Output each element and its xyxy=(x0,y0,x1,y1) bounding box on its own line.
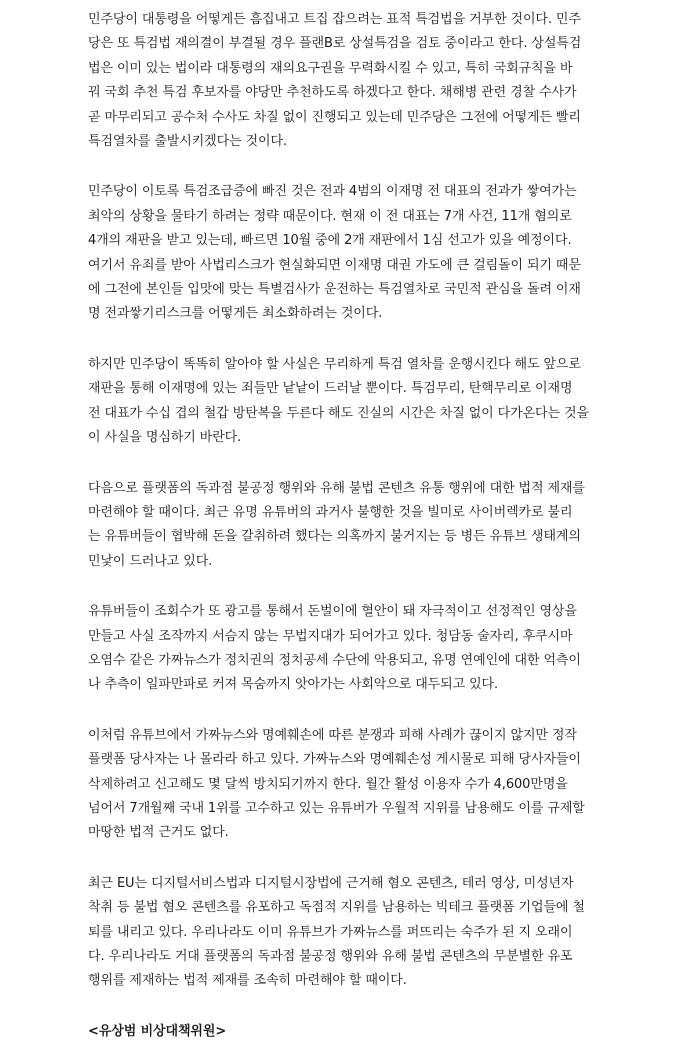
signature: <유상범 비상대책위원> xyxy=(88,1023,227,1039)
paragraph-6: 이처럼 유튜브에서 가짜뉴스와 명예훼손에 따른 분쟁과 피해 사례가 끊이지 않지만 정작 플랫폼 당사자는 나 몰라라 하고 있다. 가짜뉴스와 명예훼손성 게시물로 피해 당사자들이 삭제하려고 신고해도 몇 달씩 방치되기까지 한다. 월간 활성 이용자 수가 4,600만명을 넘어서 7개월째 국내 1위를 고수하고 있는 유튜버가 우월적 지위를 남용해도 이를 규제할 마땅한 법적 근거도 없다. xyxy=(88,727,585,841)
document-body xyxy=(88,8,628,1044)
paragraph-5: 유튜버들이 조회수가 또 광고를 통해서 돈벌이에 혈안이 돼 자극적이고 선정적인 영상을 만들고 사실 조작까지 서슴지 않는 무법지대가 되어가고 있다. 청담동 술자리, 후쿠시마 오염수 같은 가짜뉴스가 정치권의 정치공세 수단에 악용되고, 유명 연예인에 대한 억측이 나 추측이 일파만파로 커져 목숨까지 앗아가는 사회악으로 대두되고 있다. xyxy=(88,604,581,693)
paragraph-7: 최근 EU는 디지털서비스법과 디지털시장법에 근거해 혐오 콘텐츠, 테러 영상, 미성년자 착취 등 불법 혐오 콘텐츠를 유포하고 독점적 지위를 남용하는 빅테크 플랫폼 기업들에 철 퇴를 내리고 있다. 우리나라도 이미 유튜브가 가짜뉴스를 퍼뜨리는 숙주가 된 지 오래이 다. 우리나라도 거대 플랫폼의 독과점 불공정 행위와 유해 불법 콘텐츠의 무분별한 유포 행위를 제재하는 법적 제재를 조속히 마련해야 할 때이다. xyxy=(88,875,585,989)
paragraph-4: 다음으로 플랫폼의 독과점 불공정 행위와 유해 불법 콘텐츠 유통 행위에 대한 법적 제재를 마련해야 할 때이다. 최근 유명 유튜버의 과거사 불행한 것을 빌미로 사이버렉카로 불리 는 유튜버들이 협박해 돈을 갈취하려 했다는 의혹까지 불거지는 등 병든 유튜브 생태계의 민낯이 드러나고 있다. xyxy=(88,480,585,569)
paragraph-3: 하지만 민주당이 똑똑히 알아야 할 사실은 무리하게 특검 열차를 운행시킨다 해도 앞으로 재판을 통해 이재명에 있는 죄들만 낱낱이 드러날 뿐이다. 특검무리, 탄핵무리로 이재명 전 대표가 수십 겹의 철갑 방탄복을 두른다 해도 진실의 시간은 차질 없이 다가온다는 것을 이 사실을 명심하기 바란다. xyxy=(88,356,589,446)
paragraph-2: 민주당이 이토록 특검조급증에 빠진 것은 전과 4범의 이재명 전 대표의 전과가 쌓여가는 최악의 상황을 물타기 하려는 정략 때문이다. 현재 이 전 대표는 7개 사건, 11개 혐의로 4개의 재판을 받고 있는데, 빠르면 10월 중에 2개 재판에서 1심 선고가 있을 예정이다. 여기서 유죄를 받아 사법리스크가 현실화되면 이재명 대권 가도에 큰 걸림돌이 되기 때문 에 그전에 본인들 입맛에 맞는 특별검사가 운전하는 특검열차로 국민적 관심을 돌려 이재 명 전과쌓기리스크를 어떻게든 최소화하려는 것이다. xyxy=(88,184,581,322)
paragraph-1: 민주당이 대통령을 어떻게든 흠집내고 트집 잡으려는 표적 특검법을 거부한 것이다. 민주 당은 또 특검법 재의결이 부결될 경우 플랜B로 상설특검을 검토 중이라고 한다. 상설특검 법은 이미 있는 법이라 대통령의 재의요구권을 무력화시킬 수 있고, 특히 국회규칙을 바 꿔 국회 추천 특검 후보자를 야당만 추천하도록 하겠다고 한다. 채해병 관련 경찰 수사가 곧 마무리되고 공수처 수사도 차질 없이 진행되고 있는데 민주당은 그전에 어떻게든 빨리 특검열차를 출발시키겠다는 것이다. xyxy=(88,12,582,150)
